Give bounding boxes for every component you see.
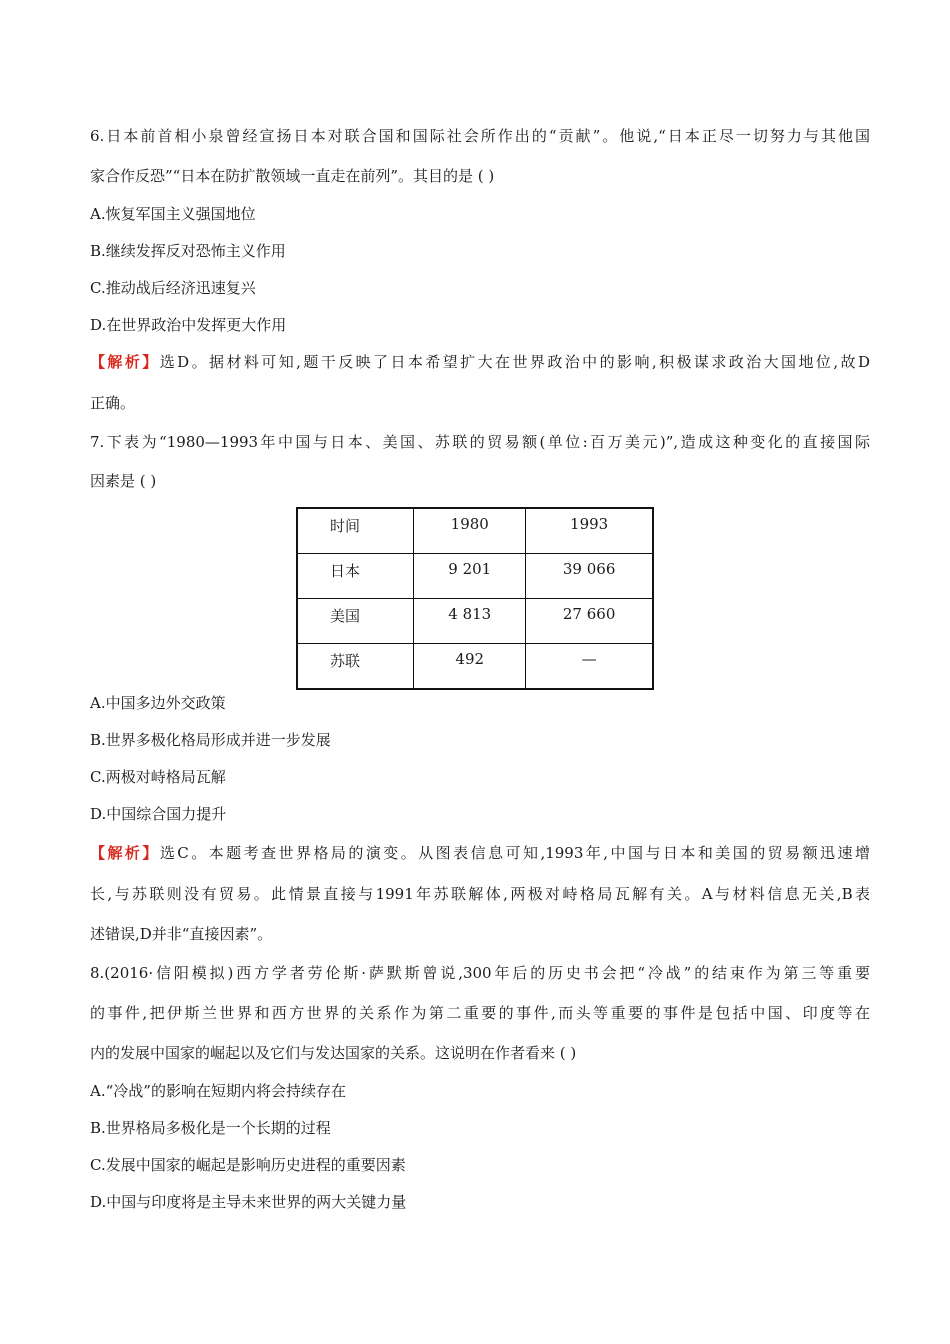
table-row — [297, 599, 653, 644]
q7-stem-line-1: 7.下表为“1980—1993年中国与日本、美国、苏联的贸易额(单位:百万美元)”,造成这种变化的直接国际 — [90, 433, 870, 451]
q7-analysis-label: 【解析】 — [90, 844, 160, 862]
q6-option-d: D.在世界政治中发挥更大作用 — [90, 316, 287, 334]
table-cell: 9 201 — [414, 554, 526, 599]
q6-analysis-text: 选D。据材料可知,题干反映了日本希望扩大在世界政治中的影响,积极谋求政治大国地位,故D — [159, 353, 870, 371]
table-row — [297, 644, 653, 690]
q7-option-a: A.中国多边外交政策 — [90, 694, 226, 712]
q8-option-b: B.世界格局多极化是一个长期的过程 — [90, 1119, 331, 1137]
table-header-cell: 1980 — [414, 508, 526, 554]
q7-option-c: C.两极对峙格局瓦解 — [90, 768, 226, 786]
q6-stem-line-2: 家合作反恐”“日本在防扩散领域一直走在前列”。其目的是 ( ) — [90, 167, 495, 185]
table-header-cell: 1993 — [526, 508, 653, 554]
table-cell: 4 813 — [414, 599, 526, 644]
q6-option-b: B.继续发挥反对恐怖主义作用 — [90, 242, 286, 260]
q7-analysis-line-1 — [90, 843, 870, 863]
table-cell: 39 066 — [526, 554, 653, 599]
table-cell: 27 660 — [526, 599, 653, 644]
trade-table — [296, 507, 654, 690]
q7-analysis-line-2: 长,与苏联则没有贸易。此情景直接与1991年苏联解体,两极对峙格局瓦解有关。A与材料信息无关,B表 — [90, 885, 870, 903]
q6-option-a: A.恢复军国主义强国地位 — [90, 205, 256, 223]
table-header-row — [297, 508, 653, 554]
table-cell: 日本 — [297, 554, 414, 599]
q6-analysis-line-1 — [90, 352, 870, 372]
q8-stem-line-1: 8.(2016·信阳模拟)西方学者劳伦斯·萨默斯曾说,300年后的历史书会把“冷战”的结束作为第三等重要 — [90, 964, 870, 982]
q6-analysis-line-2: 正确。 — [90, 394, 136, 412]
q7-analysis-line-3: 述错误,D并非“直接因素”。 — [90, 925, 273, 943]
q6-analysis-label: 【解析】 — [90, 353, 160, 371]
q8-stem-line-2: 的事件,把伊斯兰世界和西方世界的关系作为第二重要的事件,而头等重要的事件是包括中国、印度等在 — [90, 1004, 870, 1022]
q7-stem-line-2: 因素是 ( ) — [90, 472, 157, 490]
q8-option-a: A.“冷战”的影响在短期内将会持续存在 — [90, 1082, 346, 1100]
table-cell: 492 — [414, 644, 526, 690]
q7-analysis-text: 选C。本题考查世界格局的演变。从图表信息可知,1993年,中国与日本和美国的贸易额迅速增 — [159, 844, 870, 862]
q6-option-c: C.推动战后经济迅速复兴 — [90, 279, 256, 297]
table-cell: 苏联 — [297, 644, 414, 690]
table-row — [297, 554, 653, 599]
table-cell: — — [526, 644, 653, 690]
q8-option-d: D.中国与印度将是主导未来世界的两大关键力量 — [90, 1193, 407, 1211]
q6-stem-line-1: 6.日本前首相小泉曾经宣扬日本对联合国和国际社会所作出的“贡献”。他说,“日本正尽一切努力与其他国 — [90, 127, 870, 145]
table-header-cell: 时间 — [297, 508, 414, 554]
q8-option-c: C.发展中国家的崛起是影响历史进程的重要因素 — [90, 1156, 406, 1174]
table-cell: 美国 — [297, 599, 414, 644]
q7-option-b: B.世界多极化格局形成并进一步发展 — [90, 731, 331, 749]
q7-option-d: D.中国综合国力提升 — [90, 805, 227, 823]
q8-stem-line-3: 内的发展中国家的崛起以及它们与发达国家的关系。这说明在作者看来 ( ) — [90, 1044, 577, 1062]
